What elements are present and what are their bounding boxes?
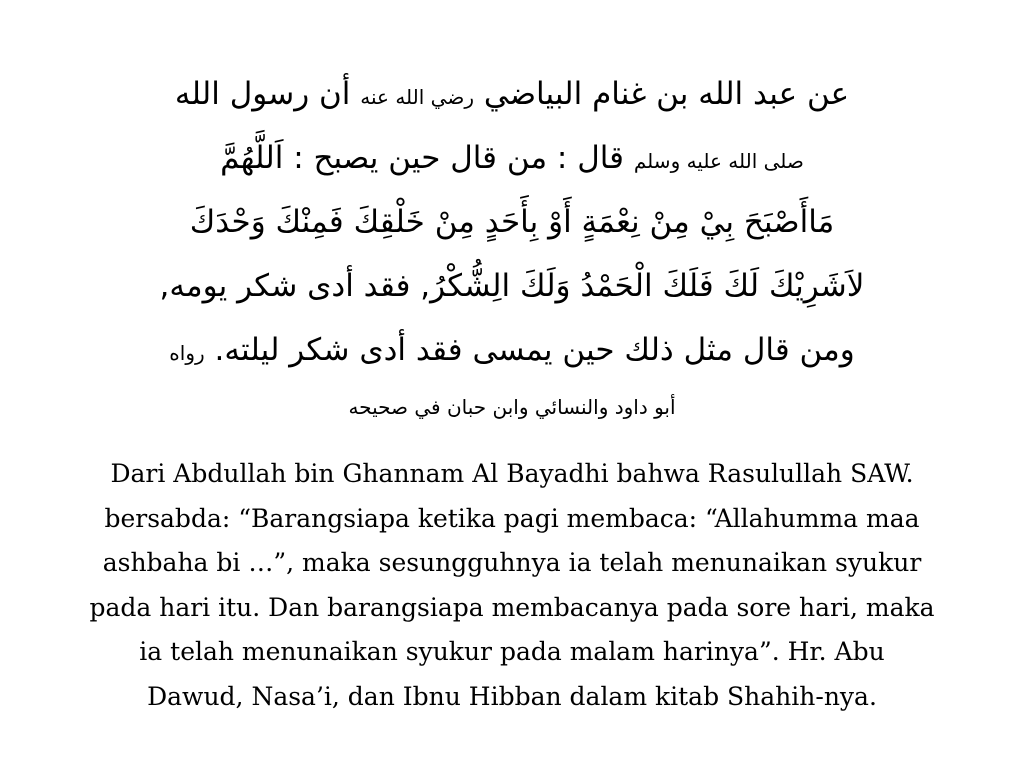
translation-line: Dari Abdullah bin Ghannam Al Bayadhi bahwa Rasulullah SAW. — [110, 459, 914, 488]
indonesian-translation — [70, 452, 954, 719]
arabic-line-1 — [60, 62, 964, 126]
hadith-opening: قال : من قال حين يصبح : اَللَّهُمَّ — [220, 140, 625, 176]
translation-line: ia telah menunaikan syukur pada malam harinya”. Hr. Abu — [139, 637, 885, 666]
translation-line: ashbaha bi …”, maka sesungguhnya ia telah menunaikan syukur — [102, 548, 922, 577]
arabic-line-5 — [60, 318, 964, 382]
arabic-hadith-text — [60, 62, 964, 432]
evening-clause: ومن قال مثل ذلك حين يمسى فقد أدى شكر ليلته. — [214, 332, 855, 368]
arabic-sources-line: أبو داود والنسائي وابن حبان في صحيحه — [348, 395, 676, 419]
arabic-line-3: مَاأَصْبَحَ بِيْ مِنْ نِعْمَةٍ أَوْ بِأَحَدٍ مِنْ خَلْقِكَ فَمِنْكَ وَحْدَكَ — [189, 204, 835, 240]
translation-line: bersabda: “Barangsiapa ketika pagi membaca: “Allahumma maa — [104, 503, 920, 533]
narrator-chain: عن عبد الله بن غنام البياضي — [483, 76, 850, 112]
translation-line: Dawud, Nasa’i, dan Ibnu Hibban dalam kitab Shahih-nya. — [147, 681, 877, 711]
rasulullah-text: أن رسول الله — [174, 76, 351, 112]
translation-line: pada hari itu. Dan barangsiapa membacanya pada sore hari, maka — [89, 592, 935, 622]
honorific-radhiyallahu: رضي الله عنه — [360, 85, 474, 109]
arabic-line-2 — [60, 126, 964, 190]
arabic-line-4: لاَشَرِيْكَ لَكَ فَلَكَ الْحَمْدُ وَلَكَ الِشُّكْرُ, فقد أدى شكر يومه, — [159, 268, 865, 304]
honorific-salawat: صلى الله عليه وسلم — [633, 149, 804, 173]
riwayah-label: رواه — [169, 341, 205, 365]
